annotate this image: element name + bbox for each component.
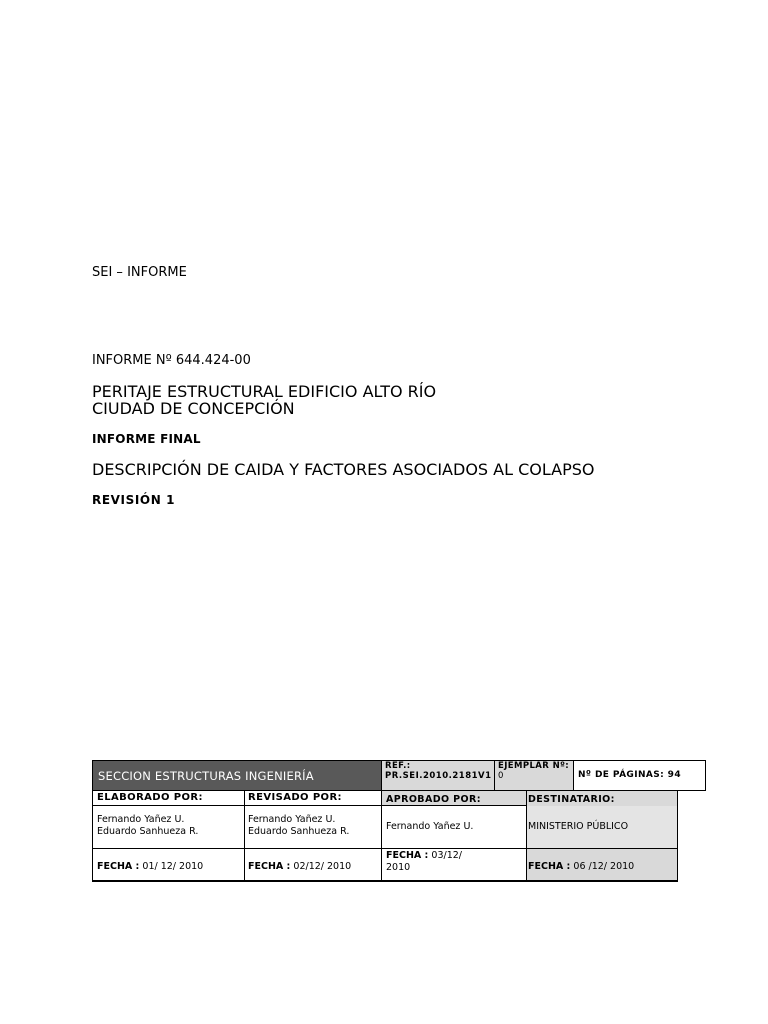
table-rule xyxy=(92,805,527,806)
ejemplar-value: 0 xyxy=(498,771,504,781)
destinatario-fecha xyxy=(528,861,634,872)
table-rule xyxy=(92,790,706,791)
table-rule xyxy=(526,790,527,882)
aprobado-fecha xyxy=(386,850,462,874)
report-stage: INFORME FINAL xyxy=(92,432,201,446)
revisado-label: REVISADO POR: xyxy=(248,792,342,803)
revisado-name-1: Fernando Yañez U. xyxy=(248,814,336,825)
elaborado-name-1: Fernando Yañez U. xyxy=(97,814,185,825)
revisado-fecha-label: FECHA : xyxy=(248,861,291,872)
ref-label: REF.: xyxy=(385,761,411,771)
report-number: INFORME Nº 644.424-00 xyxy=(92,353,251,368)
report-title-line2: CIUDAD DE CONCEPCIÓN xyxy=(92,399,295,418)
revisado-names xyxy=(248,814,349,838)
revisado-fecha-value: 02/12/ 2010 xyxy=(293,861,352,872)
destinatario-fecha-label: FECHA : xyxy=(528,861,571,872)
destinatario-fecha-value: 06 /12/ 2010 xyxy=(573,861,635,872)
revisado-name-2: Eduardo Sanhueza R. xyxy=(248,826,350,837)
table-border-right xyxy=(705,760,706,791)
table-border-top xyxy=(92,760,706,761)
aprobado-label: APROBADO POR: xyxy=(386,794,481,805)
elaborado-label: ELABORADO POR: xyxy=(97,792,203,803)
aprobado-name: Fernando Yañez U. xyxy=(386,821,474,832)
revisado-fecha xyxy=(248,861,351,872)
report-type-label: SEI – INFORME xyxy=(92,265,187,280)
aprobado-fecha-label: FECHA : xyxy=(386,850,429,861)
destinatario-label: DESTINATARIO: xyxy=(528,794,615,805)
ref-value: PR.SEI.2010.2181V1 xyxy=(385,771,492,781)
aprobado-fecha-value-2: 2010 xyxy=(386,862,411,873)
table-rule xyxy=(573,760,574,791)
table-rule xyxy=(494,760,495,791)
elaborado-names xyxy=(97,814,198,838)
table-rule xyxy=(244,790,245,882)
elaborado-name-2: Eduardo Sanhueza R. xyxy=(97,826,199,837)
table-border-bottom xyxy=(92,880,678,882)
section-name: SECCION ESTRUCTURAS INGENIERÍA xyxy=(98,769,314,783)
table-border-left xyxy=(92,760,93,882)
section-header-cell xyxy=(93,761,381,790)
report-description: DESCRIPCIÓN DE CAIDA Y FACTORES ASOCIADOS AL COLAPSO xyxy=(92,460,595,479)
page-count: Nº DE PÁGINAS: 94 xyxy=(578,770,682,780)
report-revision: REVISIÓN 1 xyxy=(92,493,176,507)
table-rule xyxy=(381,760,382,882)
elaborado-fecha-label: FECHA : xyxy=(97,861,140,872)
elaborado-fecha-value: 01/ 12/ 2010 xyxy=(142,861,204,872)
ref-cell xyxy=(382,761,494,790)
elaborado-fecha xyxy=(97,861,203,872)
paginas-cell xyxy=(574,761,705,790)
table-border-right xyxy=(677,790,678,882)
table-rule xyxy=(92,848,678,849)
ejemplar-cell xyxy=(495,761,573,790)
report-title-line1: PERITAJE ESTRUCTURAL EDIFICIO ALTO RÍO xyxy=(92,382,437,401)
destinatario-value: MINISTERIO PÚBLICO xyxy=(528,821,629,832)
aprobado-fecha-value-1: 03/12/ xyxy=(431,850,462,861)
ejemplar-label: EJEMPLAR Nº: xyxy=(498,761,570,771)
